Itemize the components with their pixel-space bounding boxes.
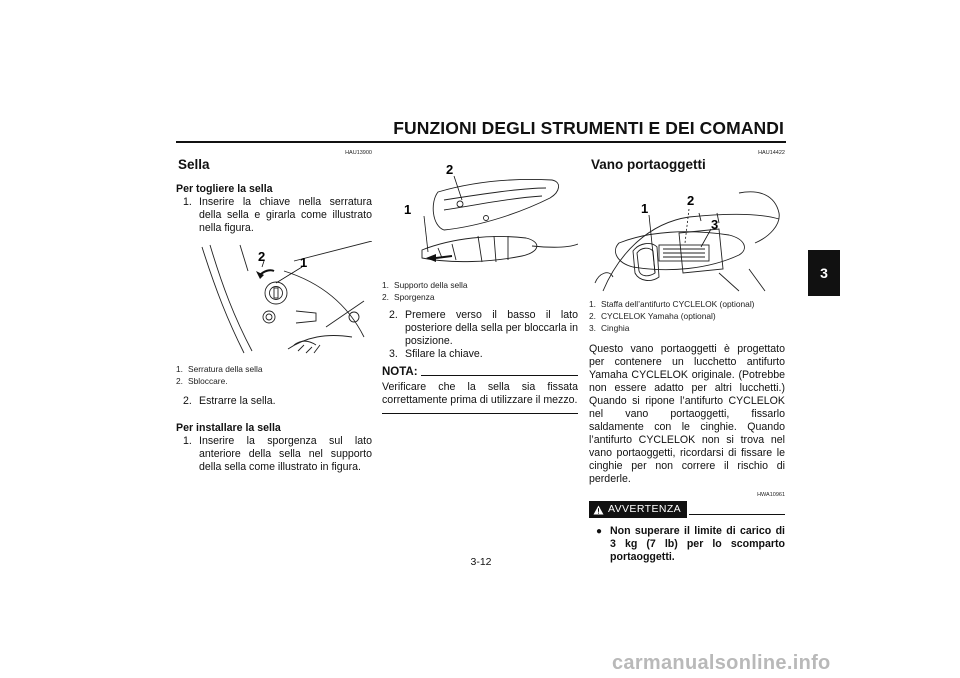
figure-seat-lock [176,241,372,359]
note-label: NOTA: [382,366,418,378]
warning-rule [689,514,785,515]
warning-header [589,501,785,518]
seat-install-illustration [382,152,578,278]
note-rule [421,375,578,376]
column-sella [176,150,372,474]
callout-label: 2 [446,162,454,177]
step-install-1: 1. Inserire la sporgenza sul lato anteriore della sella nel supporto della sella come illustrato in figura. [183,435,372,473]
step-install-3: 3. Sfilare la chiave. [389,348,483,360]
note-end-rule [382,413,578,414]
storage-compartment-illustration [589,173,785,297]
caption-item: 3. Cinghia [589,323,630,333]
callout-label: 2 [258,249,266,264]
seat-lock-illustration [176,241,372,359]
section-code: HAU14422 [758,150,785,156]
watermark: carmanualsonline.info [612,652,831,674]
subhead-install: Per installare la sella [176,422,281,434]
header-rule [176,141,786,143]
caption-item: 2. Sbloccare. [176,376,228,386]
figure-seat-install [382,152,578,278]
caption-storage [589,298,785,334]
step-remove-1: 1. Inserire la chiave nella serratura della sella e girarla come illustrato nella figura. [183,196,372,234]
page-title: FUNZIONI DEGLI STRUMENTI E DEI COMANDI [393,118,784,138]
storage-paragraph: Questo vano portaoggetti è progettato per contenere un lucchetto antifurto Yamaha CYCLELOK originale. (Potrebbe non essere adatto per altri lucchetti.) Quando si ripone l’antifurto CYCLELOK nel vano portaoggetti, fissarlo saldamente con le cinghie. Quando l’antifurto CYCLELOK non si trova nel vano portaoggetti, ricordarsi di fissare le cinghie per non correre il rischio di perderle. [589,343,785,485]
warning-bullet: ● Non superare il limite di carico di 3 kg (7 lb) per lo scomparto portaoggetti. [589,525,785,564]
note-header [382,366,578,379]
section-title-vano: Vano portaoggetti [591,157,706,172]
caption-item: 2. CYCLELOK Yamaha (optional) [589,311,716,321]
callout-label: 1 [641,201,649,216]
page-number: 3-12 [470,556,492,568]
callout-label: 1 [300,255,308,270]
warning-triangle-icon [593,505,604,515]
warning-label: AVVERTENZA [608,503,682,515]
section-title-sella: Sella [178,157,210,172]
callout-label: 1 [404,202,412,217]
caption-item: 1. Staffa dell’antifurto CYCLELOK (optional) [589,299,755,309]
caption-seat-lock [176,363,372,387]
arrow-icon [426,254,436,262]
caption-item: 1. Serratura della sella [176,364,263,374]
step-install-2: 2. Premere verso il basso il lato posteriore della sella per bloccarla in posizione. [389,309,578,347]
figure-storage [589,173,785,297]
column-vano [589,150,785,564]
bullet-icon: ● [596,526,603,537]
subhead-remove: Per togliere la sella [176,183,273,195]
section-code: HAU13900 [345,150,372,156]
caption-item: 1. Supporto della sella [382,280,468,290]
callout-label: 3 [711,217,719,232]
caption-seat-install [382,279,578,303]
warning-badge [589,501,687,518]
callout-label: 2 [687,193,695,208]
column-install [382,150,578,414]
chapter-tab: 3 [808,250,840,296]
step-remove-2: 2. Estrarre la sella. [183,395,276,407]
warning-code: HWA10961 [757,492,785,498]
note-text: Verificare che la sella sia fissata correttamente prima di utilizzare il mezzo. [382,381,578,406]
caption-item: 2. Sporgenza [382,292,435,302]
